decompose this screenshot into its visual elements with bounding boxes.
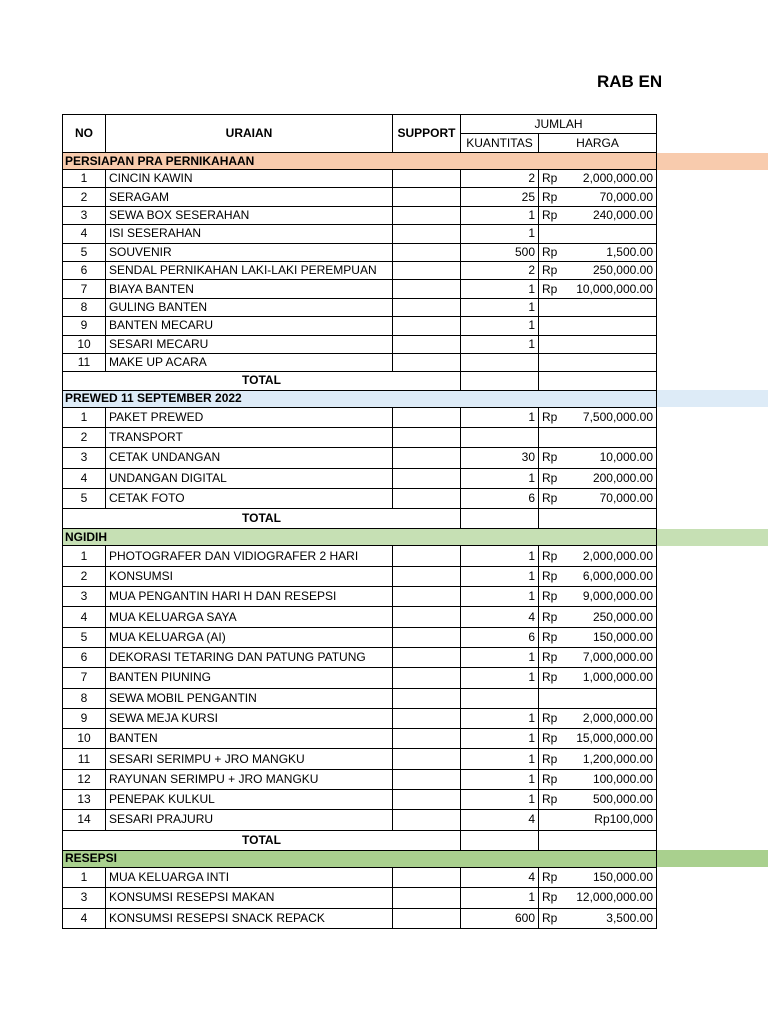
row-description: CETAK UNDANGAN <box>106 448 393 468</box>
currency-label: Rp <box>542 609 558 624</box>
row-price <box>539 280 657 298</box>
total-label: TOTAL <box>63 372 461 390</box>
row-support <box>393 353 461 371</box>
row-quantity: 1 <box>461 468 539 488</box>
price-amount: 2,000,000.00 <box>582 171 653 186</box>
price-amount: 10,000,000.00 <box>576 281 653 296</box>
price-amount: 2,000,000.00 <box>582 710 653 725</box>
row-description: SESARI PRAJURU <box>106 810 393 830</box>
row-quantity: 1 <box>461 647 539 667</box>
row-number: 1 <box>63 867 106 887</box>
row-support <box>393 427 461 447</box>
price-amount: 1,500.00 <box>606 244 653 259</box>
row-price <box>539 607 657 627</box>
currency-label: Rp <box>542 450 558 465</box>
row-description: MUA KELUARGA INTI <box>106 867 393 887</box>
row-price <box>539 627 657 647</box>
row-quantity: 1 <box>461 769 539 789</box>
row-number: 5 <box>63 627 106 647</box>
row-description: PHOTOGRAFER DAN VIDIOGRAFER 2 HARI <box>106 546 393 566</box>
price-amount: 1,000,000.00 <box>582 670 653 685</box>
row-number: 9 <box>63 708 106 728</box>
row-quantity: 1 <box>461 317 539 335</box>
table-row <box>63 335 657 353</box>
price-amount: 15,000,000.00 <box>576 731 653 746</box>
price-amount: 500,000.00 <box>592 792 653 807</box>
price-amount: 200,000.00 <box>592 470 653 485</box>
budget-table <box>62 114 657 929</box>
row-quantity: 2 <box>461 170 539 188</box>
table-row <box>63 888 657 908</box>
currency-label: Rp <box>542 548 558 563</box>
row-support <box>393 488 461 508</box>
row-price <box>539 427 657 447</box>
table-row <box>63 546 657 566</box>
row-quantity <box>461 353 539 371</box>
table-row <box>63 427 657 447</box>
section-title: PREWED 11 SEPTEMBER 2022 <box>63 390 657 407</box>
currency-label: Rp <box>542 189 558 204</box>
row-price <box>539 587 657 607</box>
row-support <box>393 790 461 810</box>
row-price <box>539 908 657 928</box>
row-quantity: 1 <box>461 298 539 316</box>
total-price <box>539 509 657 529</box>
row-description: MUA KELUARGA SAYA <box>106 607 393 627</box>
row-price <box>539 749 657 769</box>
row-number: 4 <box>63 468 106 488</box>
price-amount: 150,000.00 <box>592 629 653 644</box>
row-price <box>539 810 657 830</box>
table-row <box>63 908 657 928</box>
currency-label: Rp <box>542 910 558 925</box>
section-row <box>63 850 657 867</box>
header-no: NO <box>63 115 106 153</box>
row-description: BIAYA BANTEN <box>106 280 393 298</box>
row-support <box>393 647 461 667</box>
price-amount: 9,000,000.00 <box>582 589 653 604</box>
currency-label: Rp <box>542 629 558 644</box>
price-amount: 2,000,000.00 <box>582 548 653 563</box>
table-row <box>63 488 657 508</box>
table-row <box>63 243 657 261</box>
row-quantity: 500 <box>461 243 539 261</box>
total-quantity <box>461 372 539 390</box>
row-description: SEWA MOBIL PENGANTIN <box>106 688 393 708</box>
table-row <box>63 225 657 243</box>
row-quantity: 1 <box>461 225 539 243</box>
table-row <box>63 448 657 468</box>
row-number: 5 <box>63 488 106 508</box>
price-amount: 150,000.00 <box>592 870 653 885</box>
row-description: MAKE UP ACARA <box>106 353 393 371</box>
row-support <box>393 908 461 928</box>
row-quantity: 2 <box>461 261 539 279</box>
row-number: 2 <box>63 427 106 447</box>
row-number: 10 <box>63 729 106 749</box>
row-description: BANTEN <box>106 729 393 749</box>
row-support <box>393 668 461 688</box>
price-amount: 1,200,000.00 <box>582 751 653 766</box>
row-price <box>539 769 657 789</box>
table-row <box>63 298 657 316</box>
row-price <box>539 546 657 566</box>
row-price <box>539 888 657 908</box>
row-number: 3 <box>63 888 106 908</box>
row-price <box>539 225 657 243</box>
price-amount: Rp100,000 <box>594 812 653 827</box>
row-price <box>539 243 657 261</box>
row-number: 7 <box>63 668 106 688</box>
row-price <box>539 468 657 488</box>
row-support <box>393 298 461 316</box>
table-row <box>63 769 657 789</box>
row-number: 8 <box>63 688 106 708</box>
section-title: PERSIAPAN PRA PERNIKAHAAN <box>63 153 657 170</box>
table-row <box>63 317 657 335</box>
currency-label: Rp <box>542 244 558 259</box>
price-amount: 12,000,000.00 <box>576 890 653 905</box>
row-description: GULING BANTEN <box>106 298 393 316</box>
row-price <box>539 188 657 206</box>
row-quantity: 1 <box>461 587 539 607</box>
row-quantity: 1 <box>461 888 539 908</box>
price-amount: 3,500.00 <box>606 910 653 925</box>
total-quantity <box>461 509 539 529</box>
row-number: 12 <box>63 769 106 789</box>
table-row <box>63 206 657 224</box>
row-quantity: 1 <box>461 280 539 298</box>
header-uraian: URAIAN <box>106 115 393 153</box>
currency-label: Rp <box>542 263 558 278</box>
row-price <box>539 261 657 279</box>
row-support <box>393 206 461 224</box>
row-support <box>393 888 461 908</box>
row-description: SENDAL PERNIKAHAN LAKI-LAKI PEREMPUAN <box>106 261 393 279</box>
table-row <box>63 708 657 728</box>
row-number: 11 <box>63 749 106 769</box>
section-row <box>63 153 657 170</box>
price-amount: 7,000,000.00 <box>582 650 653 665</box>
currency-label: Rp <box>542 731 558 746</box>
table-row <box>63 729 657 749</box>
row-quantity: 1 <box>461 708 539 728</box>
table-row <box>63 468 657 488</box>
row-number: 4 <box>63 607 106 627</box>
currency-label: Rp <box>542 409 558 424</box>
row-description: KONSUMSI RESEPSI MAKAN <box>106 888 393 908</box>
price-amount: 240,000.00 <box>592 207 653 222</box>
price-amount: 70,000.00 <box>599 491 653 506</box>
row-description: ISI SESERAHAN <box>106 225 393 243</box>
row-number: 1 <box>63 407 106 427</box>
table-row <box>63 867 657 887</box>
row-number: 2 <box>63 566 106 586</box>
row-price <box>539 867 657 887</box>
row-quantity <box>461 427 539 447</box>
row-description: SOUVENIR <box>106 243 393 261</box>
row-price <box>539 566 657 586</box>
table-row <box>63 647 657 667</box>
row-number: 8 <box>63 298 106 316</box>
row-quantity: 1 <box>461 668 539 688</box>
row-number: 4 <box>63 225 106 243</box>
row-number: 7 <box>63 280 106 298</box>
table-row <box>63 261 657 279</box>
row-support <box>393 261 461 279</box>
row-support <box>393 407 461 427</box>
row-number: 14 <box>63 810 106 830</box>
row-price <box>539 708 657 728</box>
row-support <box>393 749 461 769</box>
row-quantity: 25 <box>461 188 539 206</box>
row-price <box>539 206 657 224</box>
price-amount: 70,000.00 <box>599 189 653 204</box>
total-label: TOTAL <box>63 509 461 529</box>
table-row <box>63 688 657 708</box>
row-number: 1 <box>63 170 106 188</box>
table-row <box>63 790 657 810</box>
row-quantity: 1 <box>461 566 539 586</box>
row-description: KONSUMSI RESEPSI SNACK REPACK <box>106 908 393 928</box>
row-number: 11 <box>63 353 106 371</box>
row-description: SERAGAM <box>106 188 393 206</box>
row-number: 3 <box>63 206 106 224</box>
price-amount: 250,000.00 <box>592 263 653 278</box>
row-quantity: 1 <box>461 206 539 224</box>
currency-label: Rp <box>542 650 558 665</box>
row-description: SEWA MEJA KURSI <box>106 708 393 728</box>
table-row <box>63 587 657 607</box>
currency-label: Rp <box>542 751 558 766</box>
row-description: SESARI SERIMPU + JRO MANGKU <box>106 749 393 769</box>
row-quantity <box>461 688 539 708</box>
row-support <box>393 280 461 298</box>
row-quantity: 1 <box>461 546 539 566</box>
row-number: 5 <box>63 243 106 261</box>
currency-label: Rp <box>542 207 558 222</box>
total-label: TOTAL <box>63 830 461 850</box>
row-support <box>393 729 461 749</box>
header-row-1 <box>63 115 657 134</box>
currency-label: Rp <box>542 470 558 485</box>
row-number: 1 <box>63 546 106 566</box>
row-number: 6 <box>63 261 106 279</box>
row-description: MUA PENGANTIN HARI H DAN RESEPSI <box>106 587 393 607</box>
row-quantity: 1 <box>461 790 539 810</box>
row-support <box>393 188 461 206</box>
row-quantity: 1 <box>461 749 539 769</box>
row-support <box>393 769 461 789</box>
total-row <box>63 830 657 850</box>
table-row <box>63 566 657 586</box>
row-support <box>393 448 461 468</box>
table-row <box>63 627 657 647</box>
currency-label: Rp <box>542 568 558 583</box>
table-row <box>63 170 657 188</box>
row-description: MUA KELUARGA (AI) <box>106 627 393 647</box>
row-price <box>539 298 657 316</box>
header-support: SUPPORT <box>393 115 461 153</box>
row-support <box>393 607 461 627</box>
row-support <box>393 688 461 708</box>
row-description: UNDANGAN DIGITAL <box>106 468 393 488</box>
row-support <box>393 810 461 830</box>
table-row <box>63 353 657 371</box>
price-amount: 250,000.00 <box>592 609 653 624</box>
row-support <box>393 317 461 335</box>
row-quantity: 6 <box>461 627 539 647</box>
row-description: SESARI MECARU <box>106 335 393 353</box>
header-kuantitas: KUANTITAS <box>461 134 539 153</box>
price-amount: 6,000,000.00 <box>582 568 653 583</box>
row-price <box>539 170 657 188</box>
row-description: SEWA BOX SESERAHAN <box>106 206 393 224</box>
sheet-title: RAB EN <box>597 72 663 91</box>
row-support <box>393 867 461 887</box>
row-support <box>393 546 461 566</box>
table-row <box>63 749 657 769</box>
row-number: 13 <box>63 790 106 810</box>
row-quantity: 6 <box>461 488 539 508</box>
currency-label: Rp <box>542 281 558 296</box>
total-quantity <box>461 830 539 850</box>
header-jumlah: JUMLAH <box>461 115 657 134</box>
row-number: 2 <box>63 188 106 206</box>
row-price <box>539 488 657 508</box>
total-price <box>539 830 657 850</box>
table-row <box>63 280 657 298</box>
currency-label: Rp <box>542 792 558 807</box>
total-row <box>63 509 657 529</box>
row-support <box>393 335 461 353</box>
row-price <box>539 335 657 353</box>
row-description: PENEPAK KULKUL <box>106 790 393 810</box>
row-price <box>539 353 657 371</box>
section-row <box>63 390 657 407</box>
currency-label: Rp <box>542 171 558 186</box>
row-price <box>539 407 657 427</box>
row-support <box>393 708 461 728</box>
section-row <box>63 529 657 546</box>
row-quantity: 600 <box>461 908 539 928</box>
row-number: 4 <box>63 908 106 928</box>
row-price <box>539 668 657 688</box>
total-price <box>539 372 657 390</box>
header-harga: HARGA <box>539 134 657 153</box>
row-support <box>393 627 461 647</box>
row-description: DEKORASI TETARING DAN PATUNG PATUNG <box>106 647 393 667</box>
table-row <box>63 188 657 206</box>
price-amount: 7,500,000.00 <box>582 409 653 424</box>
section-title: NGIDIH <box>63 529 657 546</box>
row-price <box>539 688 657 708</box>
price-amount: 10,000.00 <box>599 450 653 465</box>
table-row <box>63 607 657 627</box>
row-description: CETAK FOTO <box>106 488 393 508</box>
currency-label: Rp <box>542 890 558 905</box>
row-number: 6 <box>63 647 106 667</box>
row-support <box>393 170 461 188</box>
currency-label: Rp <box>542 870 558 885</box>
table-row <box>63 668 657 688</box>
row-number: 3 <box>63 587 106 607</box>
row-price <box>539 317 657 335</box>
row-number: 9 <box>63 317 106 335</box>
row-support <box>393 243 461 261</box>
row-price <box>539 647 657 667</box>
row-description: BANTEN PIUNING <box>106 668 393 688</box>
table-row <box>63 810 657 830</box>
currency-label: Rp <box>542 771 558 786</box>
row-price <box>539 790 657 810</box>
row-quantity: 1 <box>461 335 539 353</box>
row-quantity: 4 <box>461 867 539 887</box>
row-quantity: 1 <box>461 729 539 749</box>
row-support <box>393 468 461 488</box>
row-number: 10 <box>63 335 106 353</box>
currency-label: Rp <box>542 670 558 685</box>
row-description: TRANSPORT <box>106 427 393 447</box>
row-quantity: 4 <box>461 810 539 830</box>
currency-label: Rp <box>542 710 558 725</box>
row-number: 3 <box>63 448 106 468</box>
currency-label: Rp <box>542 491 558 506</box>
total-row <box>63 372 657 390</box>
price-amount: 100,000.00 <box>592 771 653 786</box>
row-description: PAKET PREWED <box>106 407 393 427</box>
row-support <box>393 566 461 586</box>
currency-label: Rp <box>542 589 558 604</box>
row-description: KONSUMSI <box>106 566 393 586</box>
row-price <box>539 448 657 468</box>
row-quantity: 30 <box>461 448 539 468</box>
section-title: RESEPSI <box>63 850 657 867</box>
row-quantity: 4 <box>461 607 539 627</box>
row-support <box>393 587 461 607</box>
row-description: BANTEN MECARU <box>106 317 393 335</box>
row-price <box>539 729 657 749</box>
row-description: CINCIN KAWIN <box>106 170 393 188</box>
table-row <box>63 407 657 427</box>
row-description: RAYUNAN SERIMPU + JRO MANGKU <box>106 769 393 789</box>
row-support <box>393 225 461 243</box>
row-quantity: 1 <box>461 407 539 427</box>
